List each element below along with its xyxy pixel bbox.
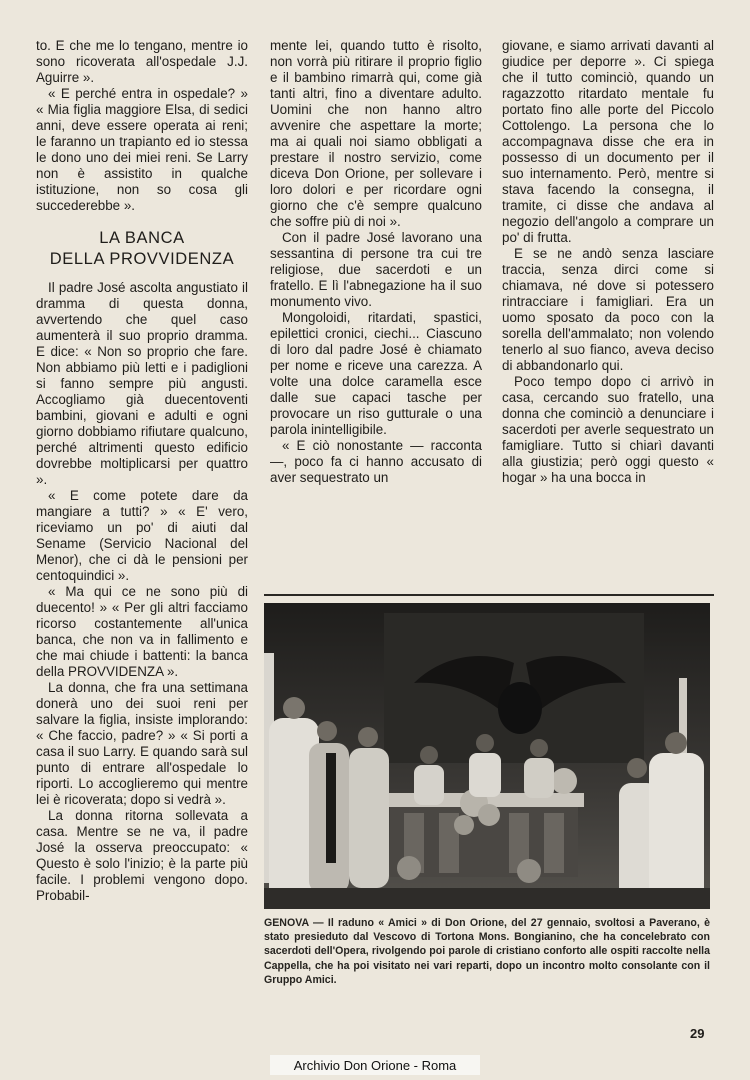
chapel-mass-photo — [264, 603, 710, 909]
section-heading — [36, 228, 248, 270]
paragraph: « Ma qui ce ne sono più di duecento! » « Per gli altri facciamo ricorso costantemente all'unica banca, che non va in fallimento e che mai chiude i battenti: la banca della PROVVIDENZA ». — [36, 584, 248, 679]
paragraph: La donna, che fra una settimana donerà uno dei suoi reni per salvare la figlia, insiste implorando: « Che faccio, padre? » « Si porti a casa il suo Larry. E quando sarà sul punto di entrare all'ospedale lo riporti. Lo accoglieremo qui mentre lei è ricoverata; dopo si vedrà ». — [36, 680, 248, 807]
paragraph: giovane, e siamo arrivati davanti al giudice per deporre ». Ci spiega che il tutto cominciò, quando un ragazzotto ritardato mentale fu portato fino alle porte del Piccolo Cottolengo. La persona che lo accompagnava disse che era in possesso di un documento per il suo internamento. Però, mentre si stava facendo la consegna, il tramite, ci disse che andava al negozio dell'angolo a comprare un po' di frutta. — [502, 38, 714, 245]
column-3 — [502, 38, 714, 486]
divider-rule — [264, 594, 714, 596]
archive-watermark: Archivio Don Orione - Roma — [293, 1058, 457, 1073]
section-heading-line-1: LA BANCA — [99, 229, 185, 247]
photo-illustration — [264, 603, 710, 909]
paragraph: « E ciò nonostante — racconta —, poco fa ci hanno accusato di aver sequestrato un — [270, 438, 482, 485]
paragraph: mente lei, quando tutto è risolto, non vorrà più ritirare il proprio figlio e il bambino rimarrà qui, come già tanti altri, fino a diventare adulto. Uomini che non hanno altro avvenire che aspettare la morte; ma ai quali noi siamo obbligati a prestare il nostro servizio, come diceva Don Orione, per sollevare i loro dolori e per ricordare ogni giorno che c'è sempre qualcuno che soffre più di noi ». — [270, 38, 482, 229]
paragraph: E se ne andò senza lasciare traccia, senza dirci come si chiamava, né dove si potessero rintracciare i famigliari. Era un uomo sposato da poco con la sorella dell'ammalato; non volendo tenerlo al suo fianco, aveva deciso di abbandonarlo qui. — [502, 246, 714, 373]
paragraph: « E come potete dare da mangiare a tutti? » « E' vero, riceviamo un po' di aiuti dal Sename (Servicio Nacional del Menor), che ci dà le pensioni per centoquindici ». — [36, 488, 248, 583]
paragraph: Il padre José ascolta angustiato il dramma di questa donna, avvertendo che quel caso aumenterà il suo proprio dramma. E dice: « Non so proprio che fare. Non abbiamo più letti e i padiglioni si fanno sempre più angusti. Accogliamo già duecentoventi bambini, giovani e adulti e ogni giorno dobbiamo rifiutare qualcuno, perché altrimenti questo edificio dovrebbe moltiplicarsi per quattro ». — [36, 280, 248, 487]
page-number: 29 — [690, 1026, 705, 1041]
photo-caption: GENOVA — Il raduno « Amici » di Don Orione, del 27 gennaio, svoltosi a Paverano, è stato presieduto dal Vescovo di Tortona Mons. Bongianino, che ha concelebrato con sacerdoti dell'Opera, rivolgendo poi parole di cristiano conforto alle ospiti raccolte nella Cappella, che ha poi visitato nei vari reparti, dopo un incontro molto consolante con il Gruppo Amici. — [264, 917, 710, 986]
paragraph: Poco tempo dopo ci arrivò in casa, cercando suo fratello, una donna che cominciò a denunciare i sacerdoti per averle sequestrato un famigliare. Tutto si chiarì davanti alla giustizia; però oggi questo « hogar » ha una bocca in — [502, 374, 714, 485]
column-2 — [270, 38, 482, 486]
paragraph: Mongoloidi, ritardati, spastici, epilettici cronici, ciechi... Ciascuno di loro dal padre José è chiamato per nome e riceve una carezza. A volte una dolce caramella esce dalle sue capaci tasche per provocare un riso gutturale o una parola inintelligibile. — [270, 310, 482, 437]
section-heading-line-2: DELLA PROVVIDENZA — [49, 250, 235, 268]
paragraph: to. E che me lo tengano, mentre io sono ricoverata all'ospedale J.J. Aguirre ». — [36, 38, 248, 85]
column-1 — [36, 38, 248, 904]
paragraph: Con il padre José lavorano una sessantina di persone tra cui tre religiose, due sacerdoti e un fratello. E lì l'abnegazione ha il suo monumento vivo. — [270, 230, 482, 309]
paragraph: « E perché entra in ospedale? » « Mia figlia maggiore Elsa, di sedici anni, deve essere operata ai reni; le faranno un trapianto ed io stessa le dono uno dei miei reni. Se Larry non è assistito in qualche istituzione, non so cosa gli succederebbe ». — [36, 86, 248, 213]
paragraph: La donna ritorna sollevata a casa. Mentre se ne va, il padre José la osserva preoccupato: « Questo è solo l'inizio; è la parte più facile. I problemi vengono dopo. Probabil- — [36, 808, 248, 903]
